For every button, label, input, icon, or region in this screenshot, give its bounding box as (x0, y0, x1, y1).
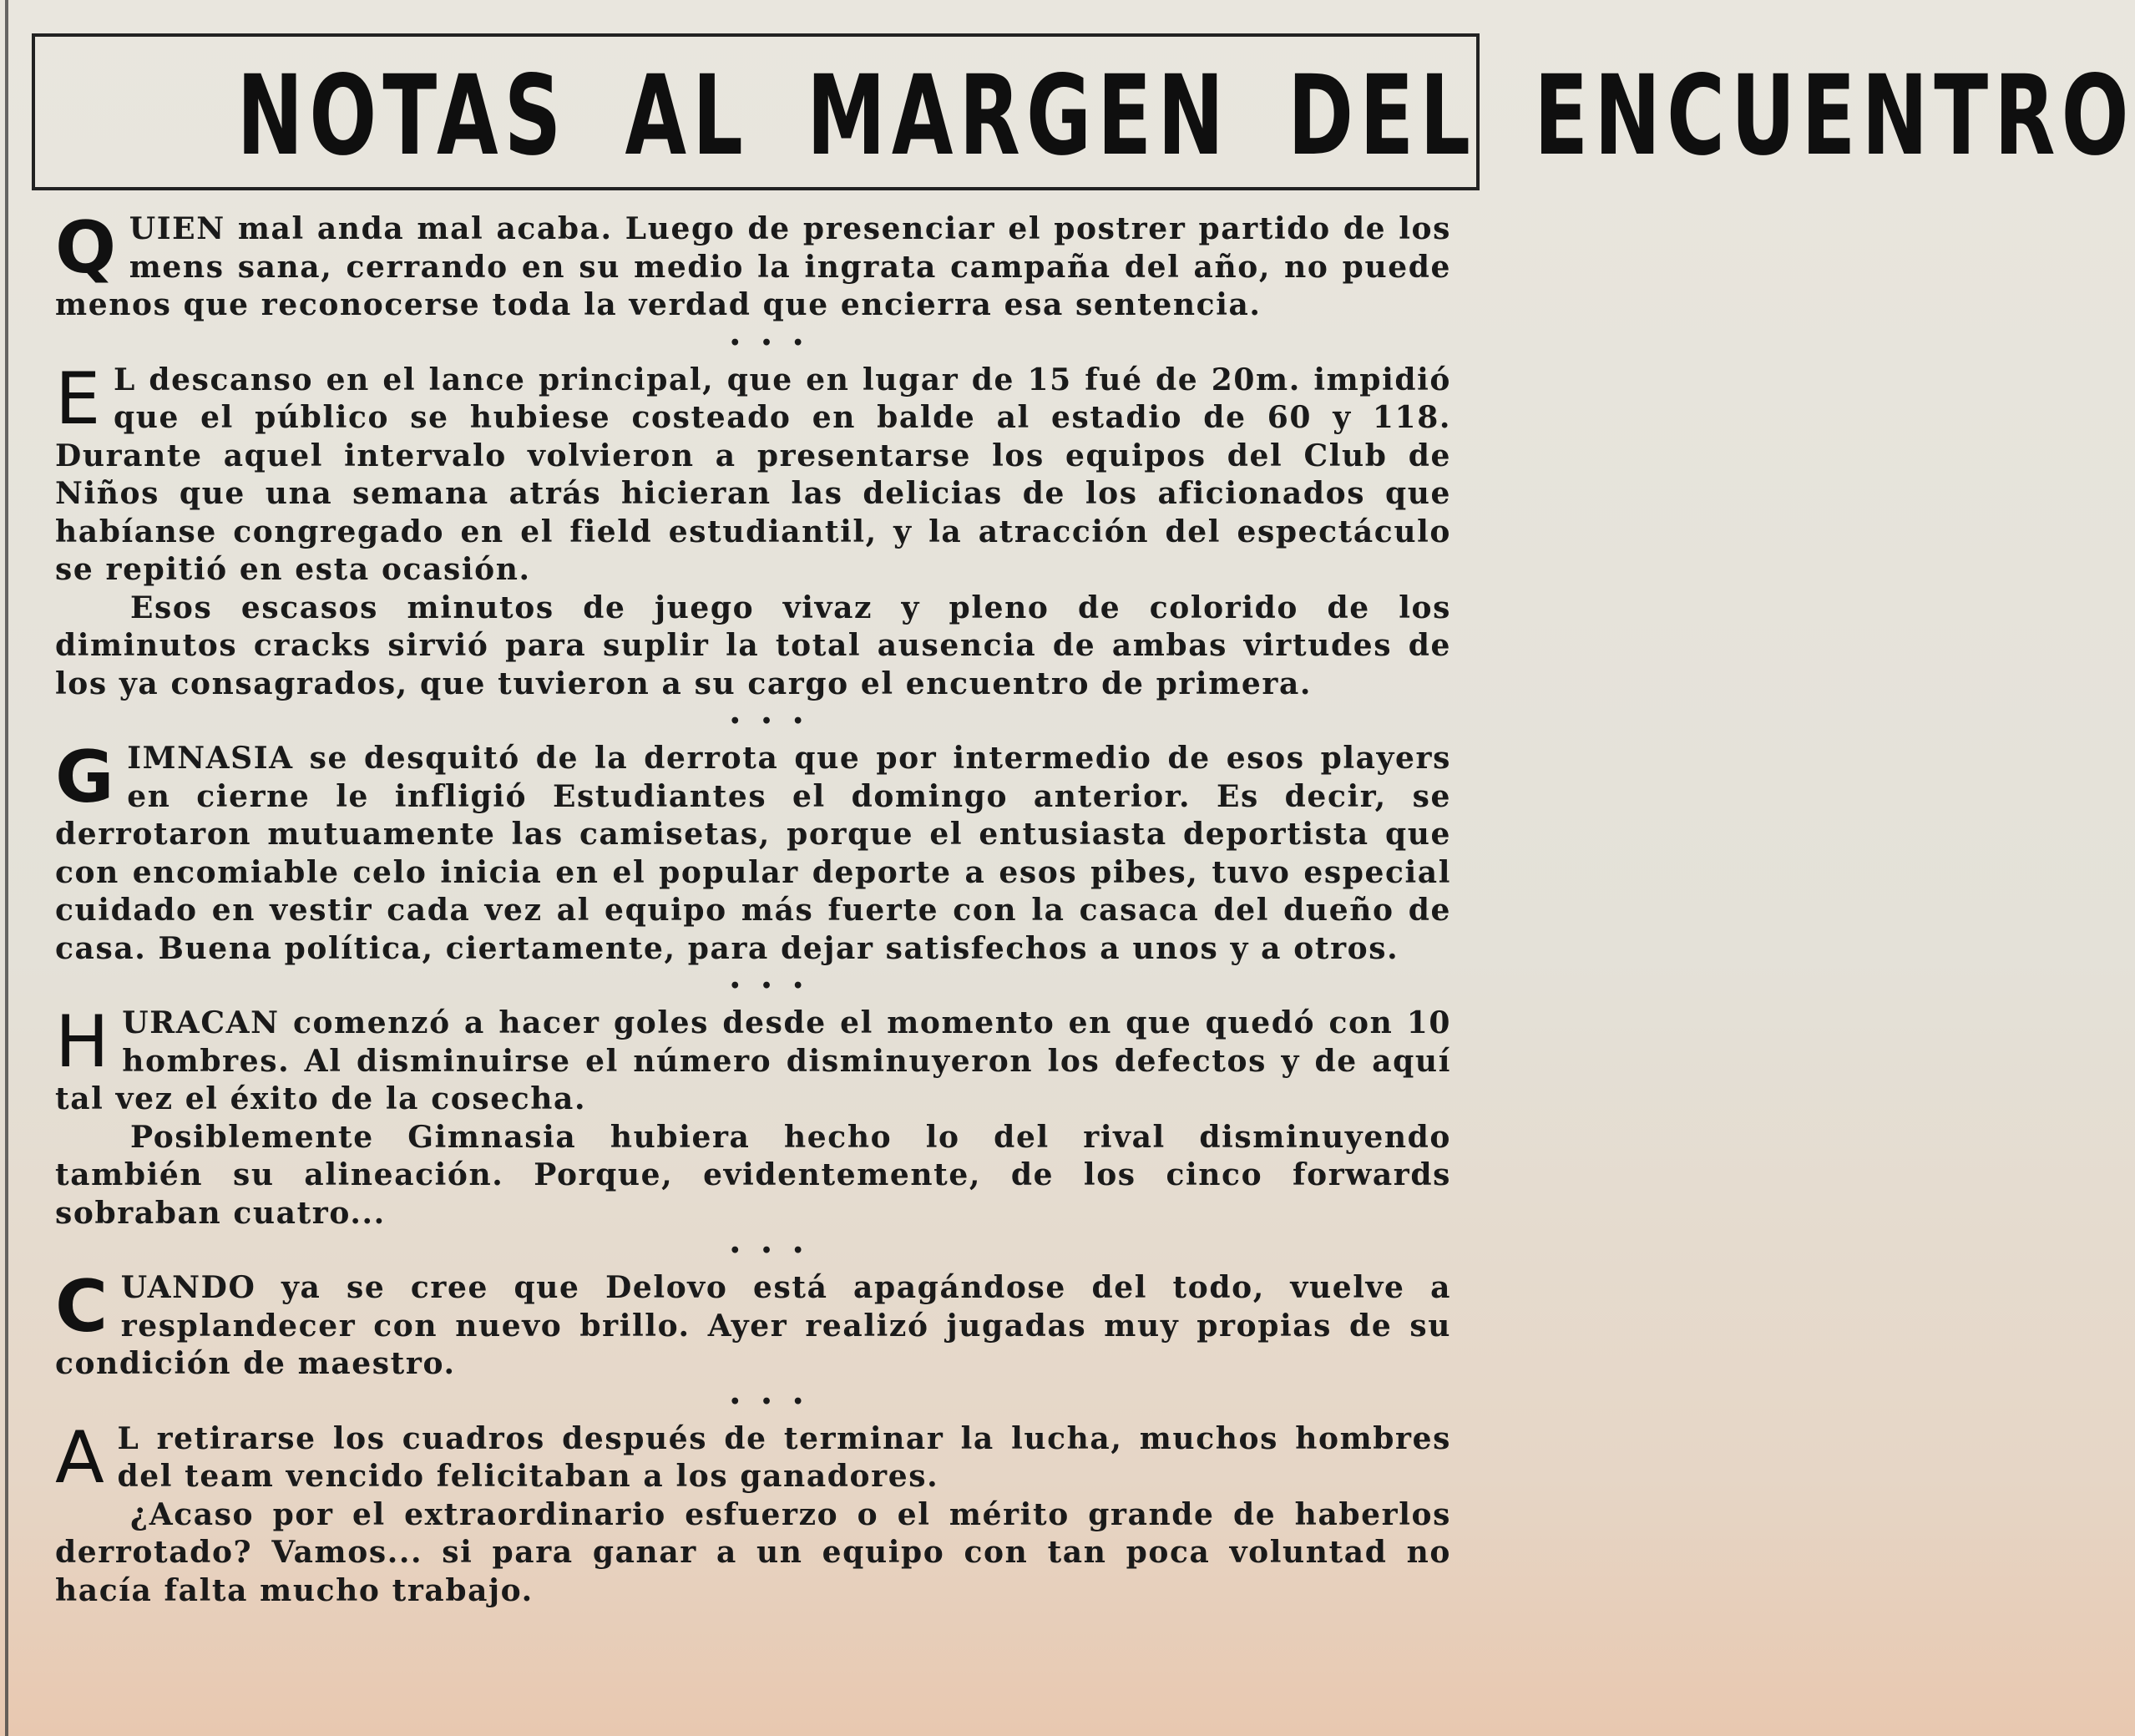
drop-cap: Q (55, 206, 118, 290)
drop-cap: C (55, 1265, 109, 1349)
note-paragraph: UANDO ya se cree que Delovo está apagándose del todo, vuelve a resplandecer con nuevo brillo. Ayer realizó jugadas muy propias de su condición de maestro. (55, 1270, 1451, 1381)
note-paragraph: URACAN comenzó a hacer goles desde el momento en que quedó con 10 hombres. Al disminuirse el número disminuyeron los defectos y de aquí tal vez el éxito de la cosecha. (55, 1005, 1451, 1116)
separator-dots: • • • (729, 711, 811, 732)
note-huracan (55, 1000, 1451, 1232)
note-paragraph: Esos escasos minutos de juego vivaz y pleno de colorido de los diminutos cracks sirvió para suplir la total ausencia de ambas virtudes de los ya consagrados, que tuvieron a su cargo el encuentro de primera. (55, 590, 1451, 701)
drop-cap: G (55, 736, 116, 819)
note-cuando (55, 1265, 1451, 1384)
note-gimnasia (55, 736, 1451, 968)
note-retirarse (55, 1415, 1451, 1611)
note-paragraph: UIEN mal anda mal acaba. Luego de presenciar el postrer partido de los mens sana, cerrando en su medio la ingrata campaña del año, no puede menos que reconocerse toda la verdad que encierra esa sentencia. (55, 211, 1451, 322)
note-paragraph: Posiblemente Gimnasia hubiera hecho lo del rival disminuyendo también su alineación. Porque, evidentemente, de los cinco forwards sobraban cuatro... (55, 1119, 1451, 1231)
note-quien (55, 206, 1451, 325)
headline: NOTAS AL MARGEN DEL ENCUENTRO (236, 52, 2135, 180)
note-paragraph: ¿Acaso por el extraordinario esfuerzo o el mérito grande de haberlos derrotado? Vamos... si para ganar a un equipo con tan poca voluntad no hacía falta mucho trabajo. (55, 1496, 1451, 1608)
drop-cap: A (55, 1415, 106, 1500)
note-paragraph: L descanso en el lance principal, que en lugar de 15 fué de 20m. impidió que el público se hubiese costeado en balde al estadio de 60 y 118. Durante aquel intervalo volvieron a presentarse los equipos del Club de Niños que una semana atrás hicieran las delicias de los aficionados que habíanse congregado en el field estudiantil, y la atracción del espectáculo se repitió en esta ocasión. (55, 362, 1451, 587)
headline-box (32, 33, 2135, 190)
note-descanso (55, 357, 1451, 704)
drop-cap: H (55, 1000, 111, 1084)
separator-dots: • • • (729, 1390, 811, 1413)
note-paragraph: L retirarse los cuadros después de terminar la lucha, muchos hombres del team vencido felicitaban a los ganadores. (117, 1420, 1451, 1494)
column-rule (5, 0, 8, 1736)
separator-dots: • • • (729, 1240, 811, 1262)
note-paragraph: IMNASIA se desquitó de la derrota que por intermedio de esos players en cierne le infligió Estudiantes el domingo anterior. Es decir, se derrotaron mutuamente las camisetas, porque el entusiasta deportista que con encomiable celo inicia en el popular deporte a esos pibes, tuvo especial cuidado en vestir cada vez al equipo más fuerte con la casaca del dueño de casa. Buena política, ciertamente, para dejar satisfechos a unos y a otros. (55, 741, 1451, 966)
article-body (55, 206, 1451, 1610)
drop-cap: E (55, 357, 102, 441)
separator-dots: • • • (729, 332, 811, 354)
separator-dots: • • • (729, 975, 811, 997)
